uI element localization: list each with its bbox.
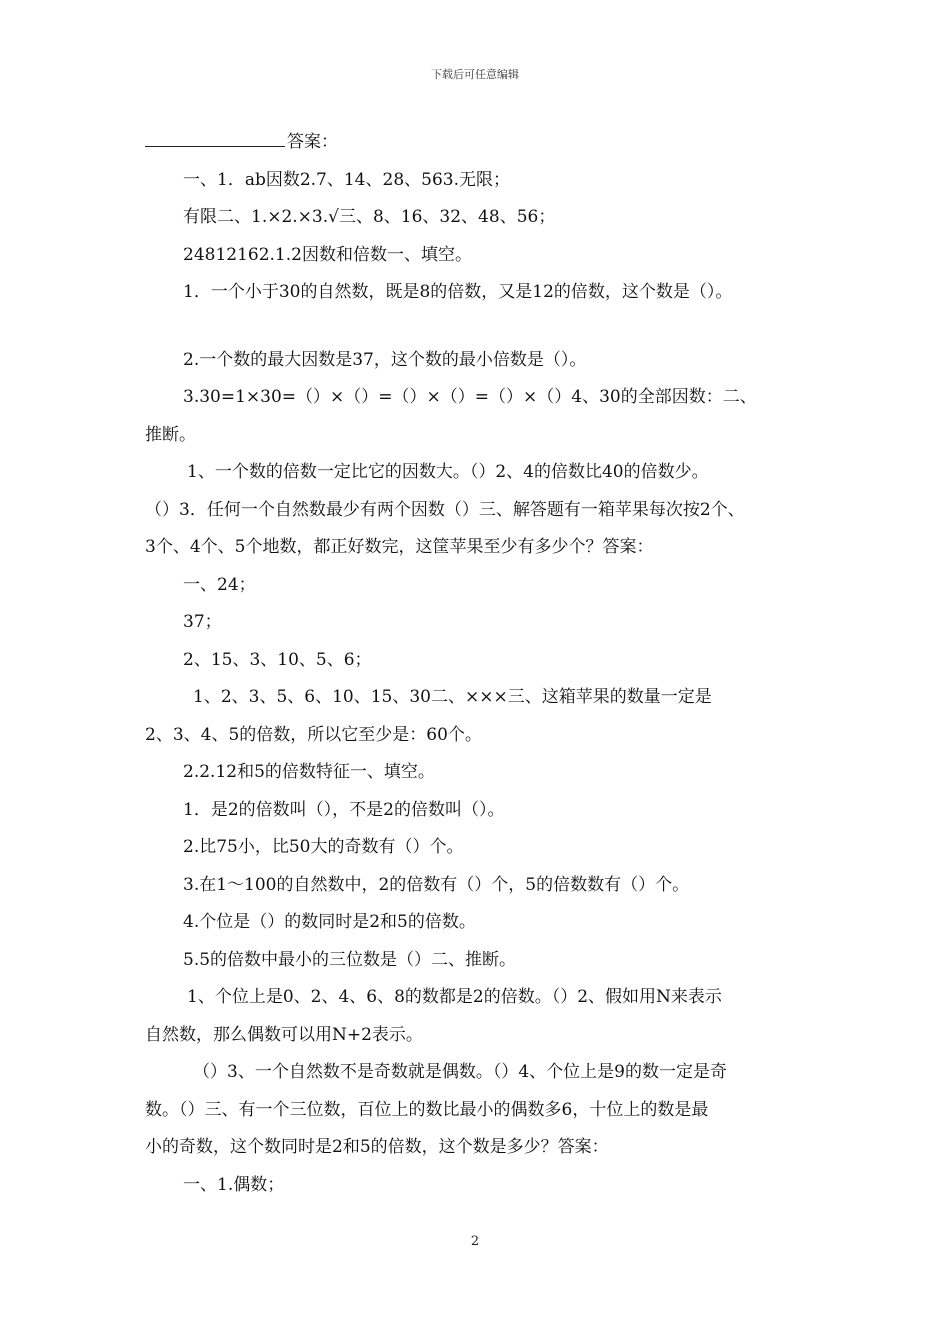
text-line: 24812162.1.2因数和倍数一、填空。 — [183, 244, 472, 265]
text-line: 1、一个数的倍数一定比它的因数大。（）2、4的倍数比40的倍数少。 — [187, 462, 709, 482]
fill-blank-underline — [145, 131, 285, 147]
text-line: 数。（）三、有一个三位数，百位上的数比最小的偶数多6，十位上的数是最 — [145, 1099, 709, 1120]
text-line: 2.2.12和5的倍数特征一、填空。 — [183, 762, 435, 782]
text-line: 37； — [183, 612, 222, 632]
page-number: 2 — [470, 1234, 480, 1249]
text-line: 3个、4个、5个地数，都正好数完，这筐苹果至少有多少个？答案： — [145, 537, 654, 557]
text-line: 1．是2的倍数叫（），不是2的倍数叫（）。 — [183, 799, 505, 820]
text-line: 1．一个小于30的自然数，既是8的倍数，又是12的倍数，这个数是（）。 — [183, 282, 733, 302]
text-line: 5.5的倍数中最小的三位数是（）二、推断。 — [183, 949, 517, 970]
text-line: 2.一个数的最大因数是37，这个数的最小倍数是（）。 — [183, 349, 587, 370]
line-text: 答案： — [287, 132, 338, 152]
text-line: 3.在1～100的自然数中，2的倍数有（）个，5的倍数数有（）个。 — [183, 874, 690, 895]
text-line: 有限二、1.×2.×3.√三、8、16、32、48、56； — [183, 207, 556, 227]
text-line: 2.比75小，比50大的奇数有（）个。 — [183, 837, 464, 857]
text-line: 4.个位是（）的数同时是2和5的倍数。 — [183, 912, 476, 932]
text-line: 2、3、4、5的倍数，所以它至少是：60个。 — [145, 724, 482, 745]
text-line: 2、15、3、10、5、6； — [183, 649, 372, 670]
text-line: （）3、一个自然数不是奇数就是偶数。（）4、个位上是9的数一定是奇 — [193, 1062, 727, 1082]
page-header: 下载后可任意编辑 — [431, 68, 519, 81]
text-line: 一、24； — [183, 574, 256, 595]
text-line: 1、个位上是0、2、4、6、8的数都是2的倍数。（）2、假如用N来表示 — [187, 987, 722, 1007]
text-line: 小的奇数，这个数同时是2和5的倍数，这个数是多少？答案： — [145, 1137, 609, 1157]
text-line: （）3．任何一个自然数最少有两个因数（）三、解答题有一箱苹果每次按2个、 — [145, 499, 745, 520]
text-line: 推断。 — [145, 424, 196, 445]
text-line — [145, 124, 810, 162]
text-line: 自然数，那么偶数可以用N+2表示。 — [145, 1024, 423, 1045]
text-line: 3.30=1×30=（）×（）=（）×（）=（）×（）4、30的全部因数：二、 — [183, 387, 757, 407]
text-line: 一、1.偶数； — [183, 1174, 285, 1195]
text-line: 一、1．ab因数2.7、14、28、563.无限； — [183, 169, 510, 190]
document-body — [145, 124, 810, 1204]
spacer — [145, 312, 810, 342]
text-line: 1、2、3、5、6、10、15、30二、×××三、这箱苹果的数量一定是 — [193, 687, 712, 707]
